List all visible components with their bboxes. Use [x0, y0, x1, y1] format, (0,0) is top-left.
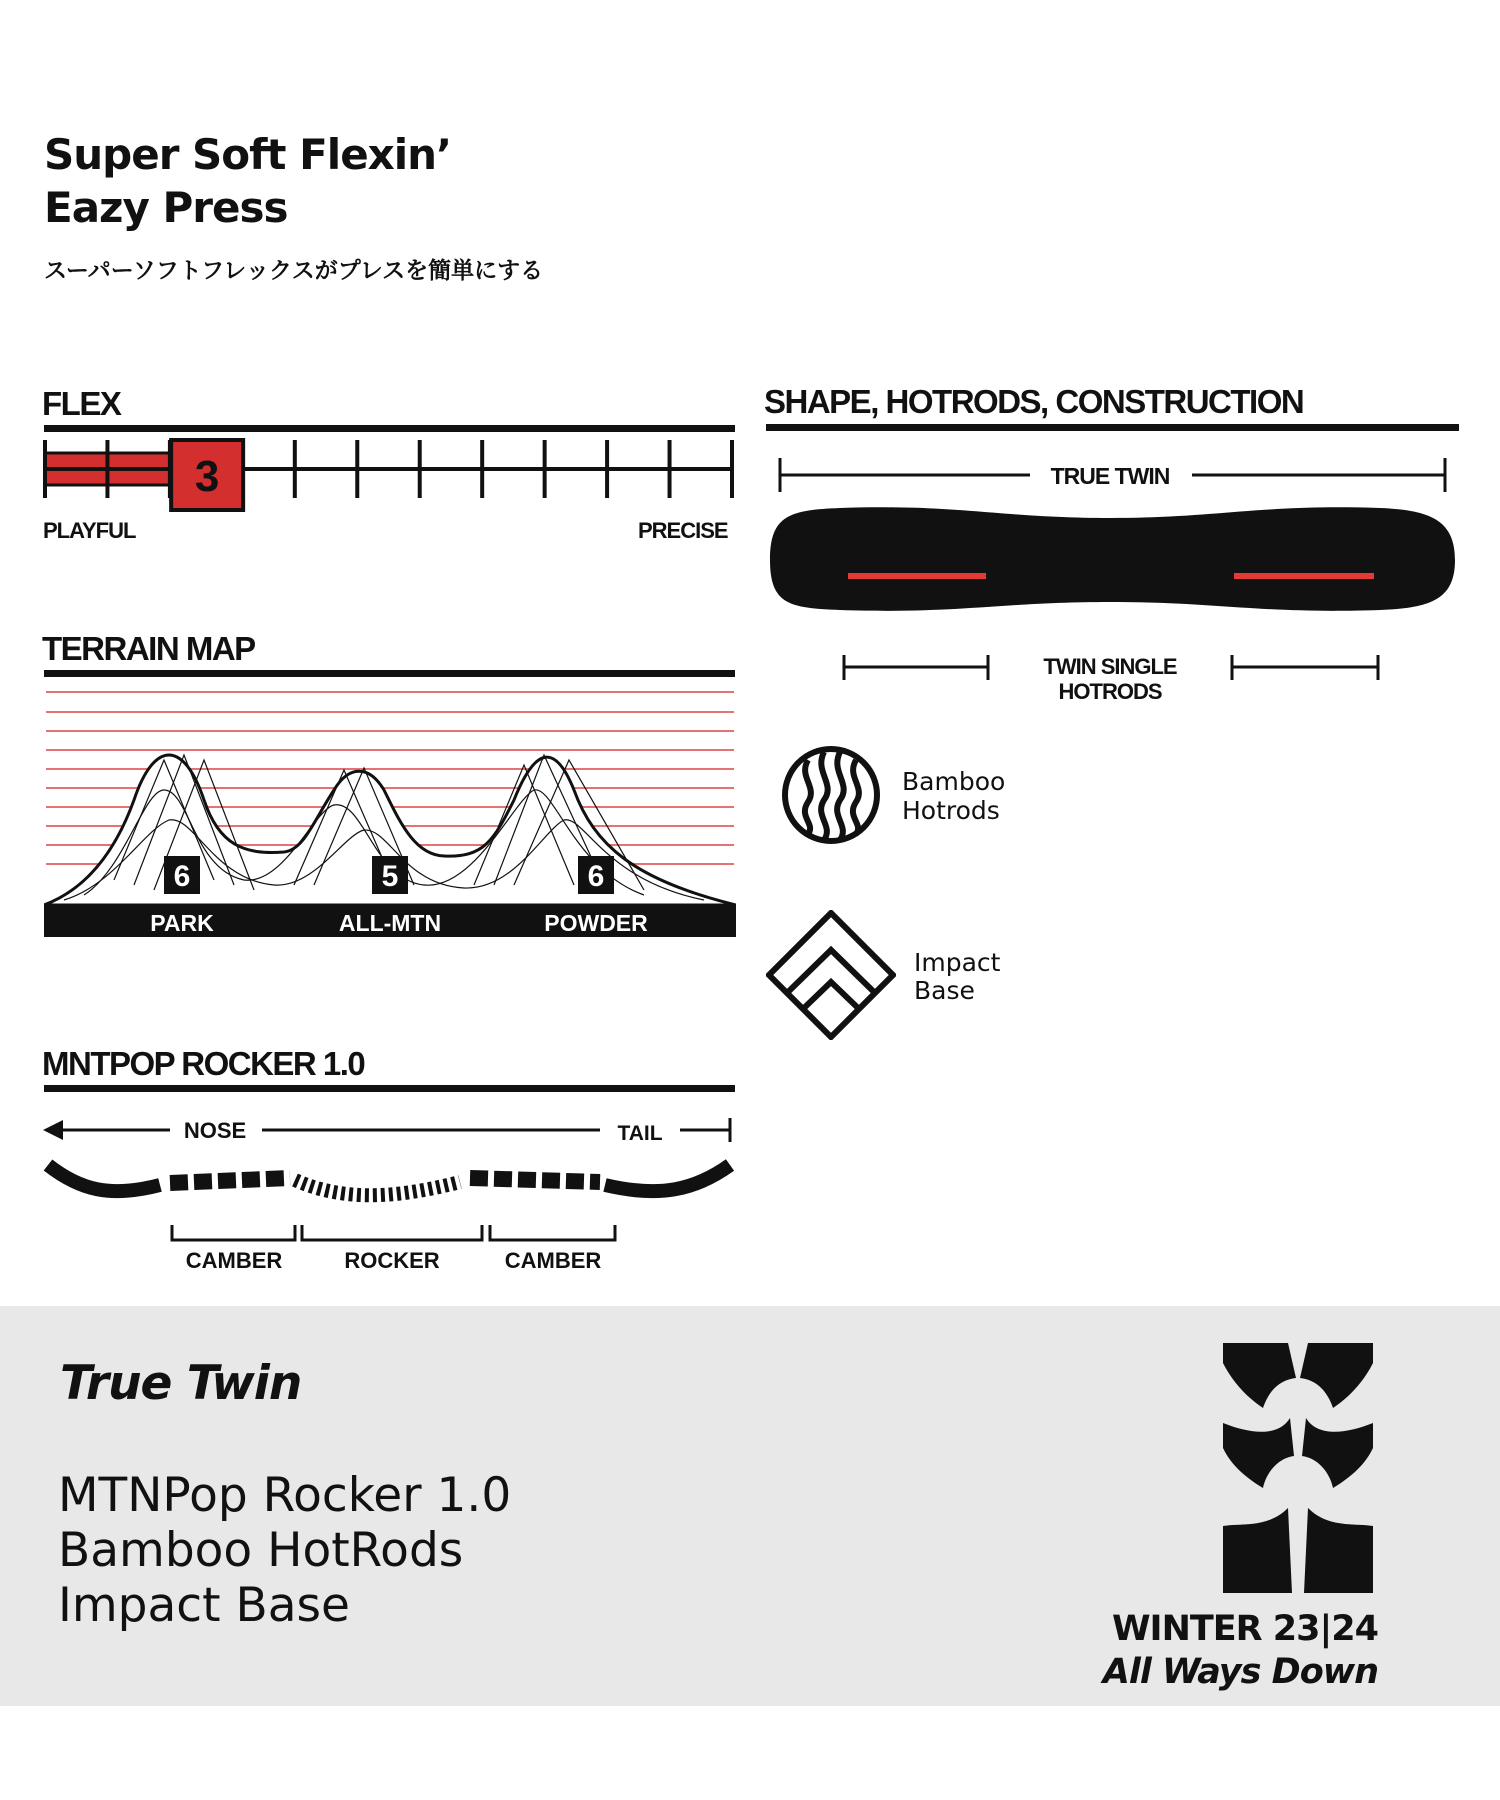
footer-spec-1: MTNPop Rocker 1.0: [58, 1468, 512, 1523]
terrain-rule: [44, 670, 735, 677]
footer-season: WINTER 23|24: [1111, 1609, 1378, 1649]
rocker-rule: [44, 1085, 735, 1092]
flex-title: FLEX: [42, 385, 121, 422]
flex-label-playful: PLAYFUL: [43, 518, 136, 543]
true-twin-label: TRUE TWIN: [1050, 463, 1170, 489]
profile-rocker: [295, 1180, 460, 1195]
zone-label-camber-left: CAMBER: [185, 1248, 283, 1273]
terrain-label-all-mtn: ALL-MTN: [338, 910, 442, 936]
terrain-title: TERRAIN MAP: [42, 630, 255, 667]
profile-camber-right: [470, 1178, 600, 1182]
zone-label-camber-right: CAMBER: [504, 1248, 602, 1273]
impact-label-line2: Base: [914, 976, 975, 1005]
snowboard-shape: [770, 507, 1455, 611]
hotrods-label-line1: TWIN SINGLE: [1043, 654, 1177, 679]
shape-title: SHAPE, HOTRODS, CONSTRUCTION: [764, 383, 1304, 420]
brand-logo: [1218, 1338, 1378, 1600]
flex-scale: [40, 436, 740, 516]
profile-tail: [605, 1165, 730, 1191]
profile-nose: [48, 1165, 160, 1191]
bamboo-icon: [778, 742, 884, 848]
impact-label-line1: Impact: [914, 948, 1001, 977]
footer-tagline: All Ways Down: [1102, 1652, 1378, 1692]
headline-line-2: Eazy Press: [44, 183, 288, 232]
profile-camber-left: [170, 1178, 290, 1183]
terrain-score-all-mtn: 5: [381, 860, 399, 893]
terrain-score-powder: 6: [587, 860, 605, 893]
rocker-profile: [40, 1100, 740, 1280]
headline-japanese: スーパーソフトフレックスがプレスを簡単にする: [44, 258, 544, 284]
bracket-rocker: [302, 1225, 482, 1240]
flex-rule: [44, 425, 735, 432]
shape-rule: [766, 424, 1459, 431]
rocker-tail-label: TAIL: [617, 1122, 663, 1145]
terrain-score-park: 6: [173, 860, 191, 893]
terrain-label-powder: POWDER: [544, 910, 648, 936]
bamboo-label-line1: Bamboo: [902, 767, 1006, 796]
terrain-label-park: PARK: [150, 910, 214, 936]
board-diagram: [760, 440, 1470, 710]
footer-spec-2: Bamboo HotRods: [58, 1523, 464, 1578]
impact-base-icon: [766, 910, 896, 1040]
bracket-camber-right: [490, 1225, 615, 1240]
zone-label-rocker: ROCKER: [344, 1248, 440, 1273]
flex-value: 3: [194, 452, 220, 501]
footer-shape: True Twin: [60, 1356, 302, 1411]
rocker-nose-label: NOSE: [183, 1118, 247, 1143]
rocker-title: MNTPOP ROCKER 1.0: [42, 1045, 365, 1082]
bamboo-label-line2: Hotrods: [902, 796, 1000, 825]
headline-line-1: Super Soft Flexin’: [44, 130, 452, 179]
bracket-camber-left: [172, 1225, 295, 1240]
terrain-map: [44, 680, 736, 940]
hotrods-label-line2: HOTRODS: [1058, 679, 1162, 704]
footer-spec-3: Impact Base: [58, 1578, 350, 1633]
flex-label-precise: PRECISE: [638, 518, 728, 543]
